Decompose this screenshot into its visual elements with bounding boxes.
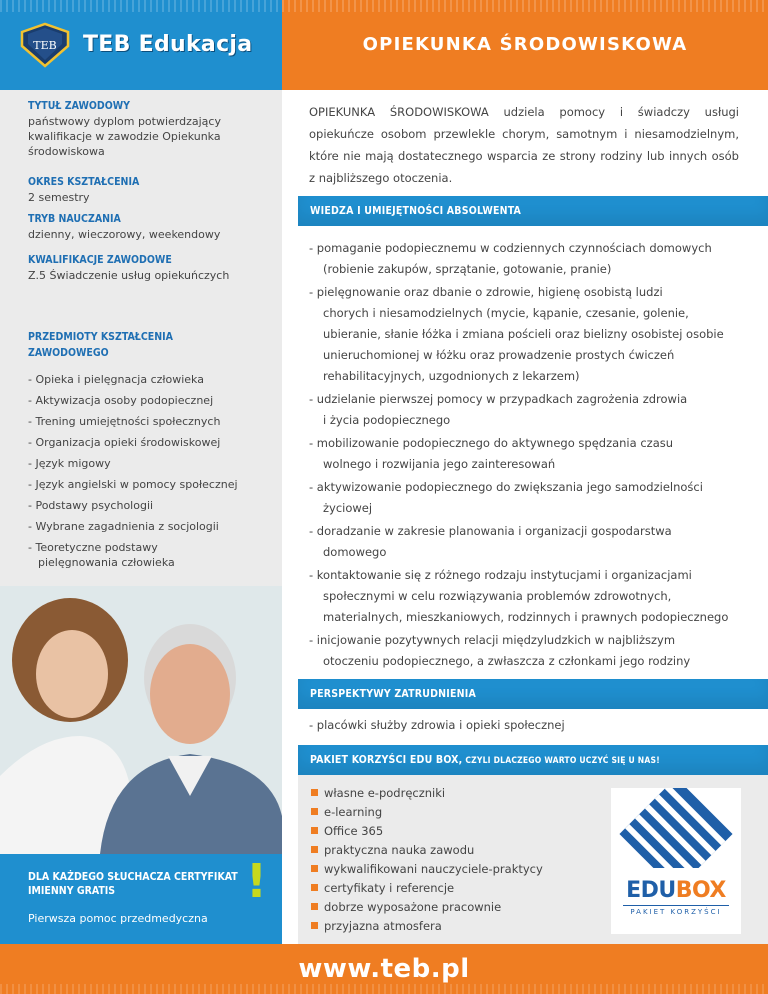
item-first-line: - kontaktowanie się z różnego rodzaju instytucjami i organizacjami <box>309 568 692 582</box>
subjects-list <box>28 372 258 576</box>
benefits-heading <box>310 754 660 766</box>
sidebar-text: dzienny, wieczorowy, weekendowy <box>28 228 221 241</box>
item-continuation: domowego <box>323 545 387 559</box>
item-continuation: otoczeniu podopiecznego, a zwłaszcza z członkami jego rodziny <box>323 654 691 668</box>
benefit-label: e-learning <box>324 805 383 819</box>
sidebar-heading: TYTUŁ ZAWODOWY <box>28 100 131 112</box>
item-continuation: życiowej <box>323 501 373 515</box>
benefits-heading-main: PAKIET KORZYŚCI EDU BOX, <box>310 754 463 766</box>
edubox-word-b: BOX <box>675 878 726 903</box>
list-item <box>311 784 543 803</box>
item-first-line: - doradzanie w zakresie planowania i organizacji gospodarstwa <box>309 524 672 538</box>
employment-heading: PERSPEKTYWY ZATRUDNIENIA <box>310 688 476 700</box>
sidebar-block-duration <box>28 174 273 205</box>
footer-stripe <box>0 984 768 994</box>
bullet-square-icon <box>311 922 318 929</box>
bullet-square-icon <box>311 865 318 872</box>
teb-logo-icon <box>20 22 70 68</box>
benefit-label: dobrze wyposażone pracownie <box>324 900 502 914</box>
list-item: - Trening umiejętności społecznych <box>28 415 221 428</box>
list-item: - Teoretyczne podstawy pielęgnowania człowieka <box>28 541 175 569</box>
item-first-line: - aktywizowanie podopiecznego do zwiększania jego samodzielności <box>309 480 703 494</box>
photo-caregiver-and-senior <box>0 586 282 854</box>
edubox-logo <box>611 788 741 934</box>
item-first-line: - mobilizowanie podopiecznego do aktywnego spędzania czasu <box>309 436 674 450</box>
subjects-heading: PRZEDMIOTY KSZTAŁCENIA ZAWODOWEGO <box>28 331 173 359</box>
bullet-square-icon <box>311 846 318 853</box>
benefit-label: własne e-podręczniki <box>324 786 446 800</box>
item-first-line: - inicjowanie pozytywnych relacji międzyludzkich w najbliższym <box>309 633 676 647</box>
sidebar-text: państwowy dyplom potwierdzający kwalifikacje w zawodzie Opiekunka środowiskowa <box>28 115 221 158</box>
subjects-heading-block <box>28 329 198 361</box>
edubox-wordmark <box>611 878 741 903</box>
list-item <box>311 917 543 936</box>
certificate-box <box>0 854 282 944</box>
footer <box>0 944 768 994</box>
skills-heading: WIEDZA I UMIEJĘTNOŚCI ABSOLWENTA <box>310 205 522 217</box>
list-item <box>311 860 543 879</box>
benefit-label: wykwalifikowani nauczyciele-praktycy <box>324 862 543 876</box>
list-item <box>311 822 543 841</box>
employment-band <box>298 679 768 709</box>
benefits-band <box>298 745 768 775</box>
item-continuation: i życia podopiecznego <box>323 413 451 427</box>
sidebar-heading: TRYB NAUCZANIA <box>28 213 121 225</box>
skills-band <box>298 196 768 226</box>
sidebar-text: Z.5 Świadczenie usług opiekuńczych <box>28 269 230 282</box>
list-item: - Język angielski w pomocy społecznej <box>28 478 238 491</box>
edubox-divider <box>623 905 729 906</box>
sidebar-block-qualifications <box>28 252 273 283</box>
header <box>0 0 768 90</box>
bullet-square-icon <box>311 789 318 796</box>
website-link[interactable]: www.teb.pl <box>298 954 470 984</box>
exclamation-icon: ! <box>246 854 267 908</box>
list-item <box>311 803 543 822</box>
svg-text:TEB: TEB <box>33 39 57 52</box>
item-first-line: - udzielanie pierwszej pomocy w przypadkach zagrożenia zdrowia <box>309 392 688 406</box>
list-item <box>309 389 749 431</box>
benefits-list <box>311 784 543 936</box>
sidebar-text: 2 semestry <box>28 191 90 204</box>
list-item <box>309 477 749 519</box>
sidebar-heading: OKRES KSZTAŁCENIA <box>28 176 140 188</box>
list-item: - Język migowy <box>28 457 111 470</box>
intro-paragraph: OPIEKUNKA ŚRODOWISKOWA udziela pomocy i świadczy usługi opiekuńcze osobom przewlekle chorym, samotnym i niesamodzielnym, które nie mają dostatecznego wsparcia ze strony rodziny lub innych osób z najbliższego otoczenia. <box>309 105 739 185</box>
list-item <box>309 630 749 672</box>
certificate-heading: DLA KAŻDEGO SŁUCHACZA CERTYFIKAT IMIENNY GRATIS <box>28 871 238 897</box>
benefit-label: praktyczna nauka zawodu <box>324 843 475 857</box>
benefits-heading-sub: CZYLI DLACZEGO WARTO UCZYĆ SIĘ U NAS! <box>462 756 660 766</box>
list-item: - Aktywizacja osoby podopiecznej <box>28 394 214 407</box>
item-first-line: - pielęgnowanie oraz dbanie o zdrowie, higienę osobistą ludzi <box>309 285 663 299</box>
item-first-line: - pomaganie podopiecznemu w codziennych czynnościach domowych <box>309 241 712 255</box>
list-item <box>309 282 749 387</box>
list-item <box>311 879 543 898</box>
list-item: - Podstawy psychologii <box>28 499 154 512</box>
sidebar-block-title <box>28 98 273 159</box>
list-item <box>309 521 749 563</box>
item-continuation: wolnego i rozwijania jego zainteresowań <box>323 457 556 471</box>
list-item <box>309 565 749 628</box>
employment-item: - placówki służby zdrowia i opieki społecznej <box>309 718 565 732</box>
bullet-square-icon <box>311 903 318 910</box>
brand-name: TEB Edukacja <box>83 32 253 57</box>
edubox-tagline: PAKIET KORZYŚCI <box>630 908 722 916</box>
list-item <box>311 898 543 917</box>
list-item <box>311 841 543 860</box>
sidebar-heading: KWALIFIKACJE ZAWODOWE <box>28 254 172 266</box>
list-item <box>309 433 749 475</box>
edubox-stripes-icon <box>611 788 741 876</box>
people-photo-icon <box>0 586 282 854</box>
item-continuation: (robienie zakupów, sprzątanie, gotowanie, pranie) <box>323 262 612 276</box>
benefit-label: certyfikaty i referencje <box>324 881 455 895</box>
sidebar-block-mode <box>28 211 273 242</box>
list-item <box>309 238 749 280</box>
list-item: - Organizacja opieki środowiskowej <box>28 436 221 449</box>
list-item: - Opieka i pielęgnacja człowieka <box>28 373 204 386</box>
bullet-square-icon <box>311 827 318 834</box>
list-item: - Wybrane zagadnienia z socjologii <box>28 520 219 533</box>
benefit-label: przyjazna atmosfera <box>324 919 442 933</box>
skills-list <box>309 238 749 674</box>
item-continuation: społecznymi w celu rozwiązywania problemów zdrowotnych, materialnych, mieszkaniowych, rodzinnych i prawnych podopiecznego <box>323 589 729 624</box>
edubox-word-a: EDU <box>626 878 676 903</box>
page-title: OPIEKUNKA ŚRODOWISKOWA <box>362 34 688 55</box>
item-continuation: chorych i niesamodzielnych (mycie, kąpanie, czesanie, golenie, ubieranie, słanie łóżka i zmiana pościeli oraz bielizny osobistej osobie unieruchomionej w łóżku oraz prowadzenie prostych ćwiczeń rehabilitacyjnych, uzgodnionych z lekarzem) <box>323 306 724 383</box>
bullet-square-icon <box>311 808 318 815</box>
header-stripe <box>0 0 768 12</box>
benefit-label: Office 365 <box>324 824 384 838</box>
bullet-square-icon <box>311 884 318 891</box>
certificate-text: Pierwsza pomoc przedmedyczna <box>28 912 208 925</box>
